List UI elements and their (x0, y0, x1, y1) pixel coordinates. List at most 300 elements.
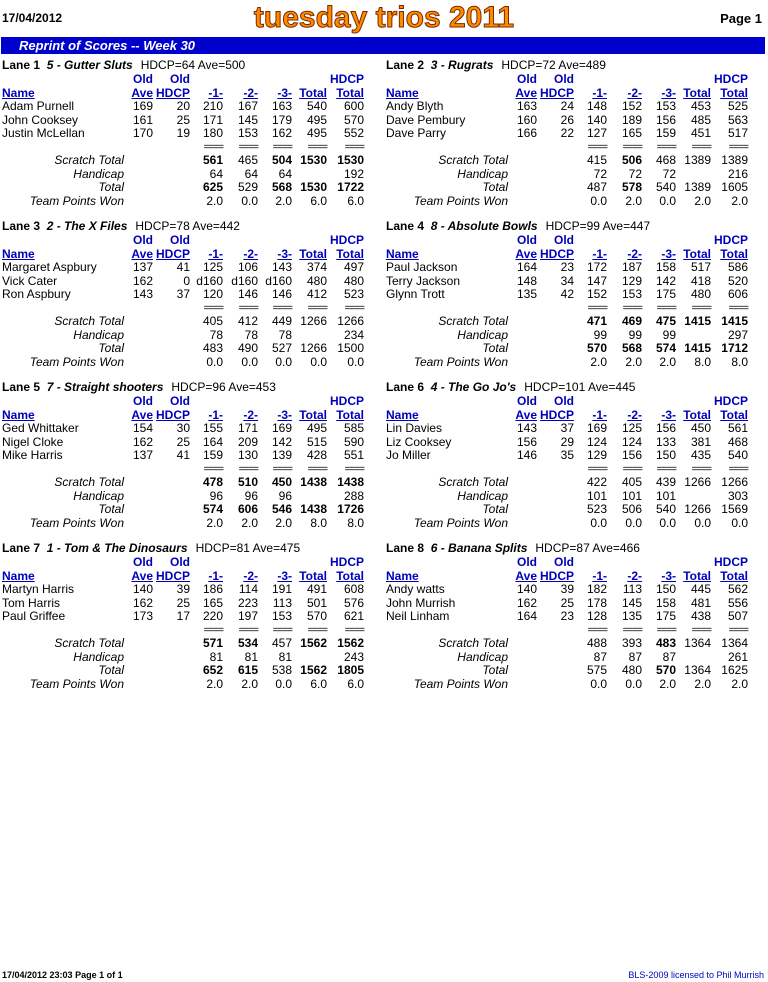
summary-value: 6.0 (310, 676, 327, 691)
separator: ==== (344, 302, 364, 314)
summary-label: Team Points Won (413, 354, 508, 369)
header-hdcp: HDCP (155, 568, 190, 583)
summary-label: Team Points Won (29, 193, 124, 208)
lane-title (386, 541, 766, 556)
summary-value: 1562 (300, 636, 327, 650)
player-cell: 148 (586, 99, 607, 113)
header-name: Name (2, 246, 35, 261)
summary-label: Handicap (73, 327, 124, 342)
header-old: Old (554, 394, 574, 408)
player-cell: 156 (621, 448, 642, 462)
summary-value: 478 (202, 475, 223, 489)
player-row (386, 610, 766, 624)
header-total: Total (683, 407, 711, 422)
column-header (2, 87, 382, 101)
summary-value: 0.0 (731, 515, 748, 530)
separator: ==== (238, 302, 258, 314)
lane-title (386, 58, 766, 73)
header-old: Old (554, 233, 574, 247)
summary-value: 422 (586, 475, 607, 489)
team-average: Ave=442 (192, 219, 240, 233)
player-cell: 562 (727, 582, 748, 596)
summary-value: 1415 (721, 314, 748, 328)
separator: ==== (203, 141, 223, 153)
team-name: 5 - Gutter Sluts (46, 58, 133, 72)
header-game1: -1- (208, 568, 223, 583)
player-cell: 563 (727, 112, 748, 127)
player-cell: 106 (237, 260, 258, 274)
summary-value: 465 (237, 153, 258, 167)
player-cell: 169 (271, 421, 292, 435)
summary-points (386, 195, 766, 209)
player-cell: 23 (560, 260, 574, 274)
separator: ==== (587, 463, 607, 475)
summary-scratch (2, 154, 382, 168)
player-cell: 165 (202, 595, 223, 610)
player-cell: 525 (727, 99, 748, 113)
summary-value: 568 (271, 180, 292, 194)
summary-value: 1266 (684, 475, 711, 489)
summary-value: 546 (271, 502, 292, 516)
player-row (2, 436, 382, 450)
player-cell: 169 (586, 421, 607, 435)
player-row (2, 114, 382, 128)
summary-label: Scratch Total (54, 153, 124, 167)
player-cell: 153 (271, 609, 292, 623)
lane-number: Lane 4 (386, 219, 425, 233)
summary-scratch (2, 476, 382, 490)
report-banner: Reprint of Scores -- Week 30 (1, 37, 765, 54)
summary-value: 506 (621, 502, 642, 516)
player-cell: 495 (306, 126, 327, 140)
summary-value: 2.0 (659, 354, 676, 369)
column-header (386, 87, 766, 101)
player-cell: 586 (727, 260, 748, 274)
player-cell: 150 (655, 448, 676, 462)
lane-number: Lane 5 (2, 380, 41, 394)
header-ave: Ave (131, 568, 153, 583)
player-row (2, 127, 382, 141)
player-row (2, 610, 382, 624)
separator-row (386, 463, 766, 477)
player-cell: 374 (306, 260, 327, 274)
header-hdcp-top: HDCP (329, 233, 364, 247)
summary-value: 0.0 (275, 354, 292, 369)
player-cell: 162 (271, 126, 292, 140)
player-cell: 175 (655, 609, 676, 623)
player-cell: 25 (176, 595, 190, 610)
summary-label: Scratch Total (438, 636, 508, 650)
player-cell: 137 (132, 260, 153, 274)
separator: ==== (622, 141, 642, 153)
summary-value: 8.0 (347, 515, 364, 530)
header-old: Old (517, 233, 537, 247)
summary-value: 81 (278, 649, 292, 664)
column-header-top (386, 73, 766, 87)
team-name: 7 - Straight shooters (46, 380, 164, 394)
summary-label: Scratch Total (54, 475, 124, 489)
header-hdcp-total: Total (720, 246, 748, 261)
lane-block (2, 219, 382, 369)
player-cell: 130 (237, 448, 258, 462)
summary-value: 64 (278, 166, 292, 181)
summary-value: 2.0 (241, 676, 258, 691)
player-cell: 169 (132, 99, 153, 113)
separator: ==== (587, 624, 607, 636)
lane-title (2, 58, 382, 73)
summary-value: 87 (628, 649, 642, 664)
player-name: Adam Purnell (2, 99, 75, 113)
player-cell: 570 (306, 609, 327, 623)
lane-number: Lane 7 (2, 541, 41, 555)
player-name: Paul Jackson (386, 260, 458, 274)
header-old: Old (133, 555, 153, 569)
summary-value: 2.0 (694, 676, 711, 691)
lane-number: Lane 3 (2, 219, 41, 233)
summary-label: Total (98, 663, 124, 677)
summary-value: 1805 (337, 663, 364, 677)
lane-block (386, 380, 766, 530)
player-cell: 191 (271, 582, 292, 596)
summary-value: 81 (209, 649, 223, 664)
player-cell: 142 (655, 273, 676, 288)
summary-value: 405 (621, 475, 642, 489)
summary-value: 2.0 (590, 354, 607, 369)
summary-value: 0.0 (590, 515, 607, 530)
summary-label: Team Points Won (29, 515, 124, 530)
player-cell: 163 (271, 99, 292, 113)
header-game3: -3- (277, 85, 292, 100)
summary-value: 393 (621, 636, 642, 650)
summary-points (2, 356, 382, 370)
separator: ==== (728, 141, 748, 153)
summary-value: 469 (621, 314, 642, 328)
summary-value: 412 (237, 314, 258, 328)
player-cell: 143 (271, 260, 292, 274)
summary-value: 99 (662, 327, 676, 342)
summary-value: 457 (271, 636, 292, 650)
summary-value: 96 (278, 488, 292, 503)
team-hdcp: HDCP=99 (545, 219, 600, 233)
player-cell: 438 (690, 609, 711, 623)
separator: ==== (728, 463, 748, 475)
team-average: Ave=445 (587, 380, 636, 394)
player-cell: 600 (343, 99, 364, 113)
summary-value: 99 (593, 327, 607, 342)
header-game2: -2- (243, 568, 258, 583)
summary-value: 1389 (684, 153, 711, 167)
player-row (386, 583, 766, 597)
summary-value: 571 (202, 636, 223, 650)
summary-value: 1438 (300, 475, 327, 489)
player-cell: 166 (516, 126, 537, 140)
player-cell: 162 (516, 595, 537, 610)
column-header (2, 570, 382, 584)
column-header (386, 409, 766, 423)
player-row (2, 449, 382, 463)
header-hdcp: HDCP (155, 85, 190, 100)
header-hdcp-total: Total (720, 568, 748, 583)
player-cell: 146 (237, 287, 258, 301)
player-cell: 590 (343, 434, 364, 449)
summary-value: 78 (244, 327, 258, 342)
player-cell: 35 (560, 448, 574, 462)
summary-total (2, 181, 382, 195)
player-cell: 135 (621, 609, 642, 623)
header-game3: -3- (277, 246, 292, 261)
separator-row (2, 463, 382, 477)
summary-value: 570 (586, 341, 607, 355)
player-name: John Murrish (386, 595, 456, 610)
summary-value: 78 (278, 327, 292, 342)
player-cell: 140 (516, 582, 537, 596)
summary-label: Handicap (457, 488, 508, 503)
summary-label: Scratch Total (54, 636, 124, 650)
summary-total (386, 503, 766, 517)
player-cell: 480 (690, 287, 711, 301)
player-cell: 156 (655, 421, 676, 435)
player-cell: 495 (306, 421, 327, 435)
summary-value: 1266 (721, 475, 748, 489)
summary-handicap (386, 651, 766, 665)
summary-value: 449 (271, 314, 292, 328)
column-header-top (386, 395, 766, 409)
player-cell: 120 (202, 287, 223, 301)
player-name: Mike Harris (2, 448, 63, 462)
header-old: Old (133, 72, 153, 86)
summary-value: 574 (202, 502, 223, 516)
lane-title (386, 219, 766, 234)
player-name: Ged Whittaker (2, 421, 79, 435)
player-cell: 129 (586, 448, 607, 462)
player-name: Margaret Aspbury (2, 260, 97, 274)
summary-value: 2.0 (275, 193, 292, 208)
summary-value: 2.0 (625, 193, 642, 208)
player-row (386, 114, 766, 128)
player-cell: 152 (586, 287, 607, 301)
player-cell: 171 (202, 112, 223, 127)
team-hdcp: HDCP=81 (195, 541, 250, 555)
summary-value: 0.0 (241, 193, 258, 208)
header-name: Name (386, 568, 419, 583)
summary-handicap (386, 168, 766, 182)
summary-value: 561 (202, 153, 223, 167)
header-hdcp-total: Total (336, 407, 364, 422)
summary-value: 101 (655, 488, 676, 503)
player-name: Nigel Cloke (2, 434, 64, 449)
summary-value: 540 (655, 502, 676, 516)
player-cell: 435 (690, 448, 711, 462)
player-row (386, 436, 766, 450)
report-title: tuesday trios 2011 (253, 1, 515, 34)
summary-value: 1415 (684, 314, 711, 328)
summary-value: 480 (621, 663, 642, 677)
player-cell: 164 (516, 260, 537, 274)
separator: ==== (622, 463, 642, 475)
player-cell: 163 (516, 99, 537, 113)
player-cell: 179 (271, 112, 292, 127)
player-row (2, 100, 382, 114)
summary-label: Team Points Won (29, 676, 124, 691)
player-cell: 162 (132, 595, 153, 610)
summary-value: 0.0 (659, 515, 676, 530)
header-game2: -2- (243, 407, 258, 422)
player-name: Jo Miller (386, 448, 431, 462)
summary-value: 1266 (684, 502, 711, 516)
summary-value: 0.0 (590, 193, 607, 208)
summary-total (386, 664, 766, 678)
summary-value: 99 (628, 327, 642, 342)
header-game1: -1- (592, 246, 607, 261)
separator: ==== (344, 463, 364, 475)
player-cell: 37 (176, 287, 190, 301)
summary-value: 8.0 (731, 354, 748, 369)
separator: ==== (691, 624, 711, 636)
header-old: Old (554, 72, 574, 86)
summary-value: 72 (628, 166, 642, 181)
summary-value: 1500 (337, 341, 364, 355)
header-game2: -2- (243, 246, 258, 261)
player-row (386, 422, 766, 436)
player-cell: 621 (343, 609, 364, 623)
header-hdcp-total: Total (720, 407, 748, 422)
summary-value: 471 (586, 314, 607, 328)
header-game3: -3- (661, 568, 676, 583)
player-name: Ron Aspbury (2, 287, 71, 301)
summary-total (386, 342, 766, 356)
header-old: Old (170, 555, 190, 569)
lane-number: Lane 8 (386, 541, 425, 555)
summary-value: 297 (727, 327, 748, 342)
player-cell: 495 (306, 112, 327, 127)
player-row (386, 597, 766, 611)
header-game2: -2- (627, 407, 642, 422)
column-header-top (386, 556, 766, 570)
lane-title (386, 380, 766, 395)
separator: ==== (272, 302, 292, 314)
summary-value: 303 (727, 488, 748, 503)
summary-value: 487 (586, 180, 607, 194)
player-cell: 175 (655, 287, 676, 301)
header-old: Old (170, 233, 190, 247)
column-header-top (2, 73, 382, 87)
lane-block (2, 58, 382, 208)
player-cell: 153 (655, 99, 676, 113)
team-average: Ave=500 (197, 58, 246, 72)
summary-value: 234 (343, 327, 364, 342)
separator: ==== (272, 624, 292, 636)
player-cell: 133 (655, 434, 676, 449)
player-cell: 162 (132, 434, 153, 449)
lane-block (2, 541, 382, 691)
player-cell: 41 (176, 448, 190, 462)
summary-value: 415 (586, 153, 607, 167)
summary-scratch (2, 315, 382, 329)
header-game3: -3- (661, 85, 676, 100)
player-cell: 20 (176, 99, 190, 113)
summary-handicap (386, 329, 766, 343)
player-cell: 497 (343, 260, 364, 274)
separator-row (2, 302, 382, 316)
player-cell: 30 (176, 421, 190, 435)
player-cell: 540 (306, 99, 327, 113)
summary-label: Handicap (457, 166, 508, 181)
page-number: Page 1 (720, 11, 762, 26)
summary-label: Handicap (73, 166, 124, 181)
player-cell: 606 (727, 287, 748, 301)
separator-row (386, 624, 766, 638)
header-game1: -1- (208, 85, 223, 100)
summary-value: 8.0 (694, 354, 711, 369)
player-cell: 608 (343, 582, 364, 596)
player-row (386, 127, 766, 141)
summary-value: 0.0 (659, 193, 676, 208)
player-row (386, 275, 766, 289)
player-cell: 209 (237, 434, 258, 449)
separator: ==== (203, 624, 223, 636)
player-cell: 0 (183, 273, 190, 288)
lane-block (2, 380, 382, 530)
team-name: 2 - The X Files (46, 219, 128, 233)
summary-label: Handicap (73, 488, 124, 503)
header-name: Name (2, 407, 35, 422)
team-name: 3 - Rugrats (430, 58, 494, 72)
header-hdcp-top: HDCP (713, 233, 748, 247)
summary-value: 0.0 (347, 354, 364, 369)
summary-scratch (386, 154, 766, 168)
footer-license: BLS-2009 licensed to Phil Murrish (628, 970, 764, 980)
summary-value: 1712 (721, 341, 748, 355)
separator: ==== (272, 463, 292, 475)
header-hdcp: HDCP (539, 246, 574, 261)
summary-value: 1266 (300, 314, 327, 328)
column-header-top (2, 234, 382, 248)
header-name: Name (2, 85, 35, 100)
header-hdcp: HDCP (539, 568, 574, 583)
header-old: Old (170, 394, 190, 408)
header-hdcp: HDCP (155, 407, 190, 422)
header-total: Total (683, 568, 711, 583)
summary-value: 1530 (337, 153, 364, 167)
summary-value: 101 (586, 488, 607, 503)
summary-value: 96 (244, 488, 258, 503)
player-cell: 412 (306, 287, 327, 301)
summary-value: 0.0 (310, 354, 327, 369)
player-cell: 173 (132, 609, 153, 623)
player-cell: 124 (621, 434, 642, 449)
summary-value: 538 (271, 663, 292, 677)
player-cell: 113 (622, 582, 642, 596)
header-total: Total (299, 246, 327, 261)
column-header-top (2, 556, 382, 570)
header-name: Name (2, 568, 35, 583)
summary-label: Total (98, 180, 124, 194)
summary-value: 0.0 (241, 354, 258, 369)
player-name: Liz Cooksey (386, 434, 452, 449)
header-hdcp-top: HDCP (329, 72, 364, 86)
summary-value: 488 (586, 636, 607, 650)
header-ave: Ave (515, 85, 537, 100)
player-cell: 156 (516, 434, 537, 449)
summary-value: 2.0 (694, 193, 711, 208)
summary-handicap (2, 490, 382, 504)
player-cell: 150 (655, 582, 676, 596)
header-hdcp: HDCP (539, 407, 574, 422)
header-hdcp-total: Total (720, 85, 748, 100)
summary-value: 1605 (721, 180, 748, 194)
separator: ==== (587, 302, 607, 314)
header-total: Total (683, 246, 711, 261)
